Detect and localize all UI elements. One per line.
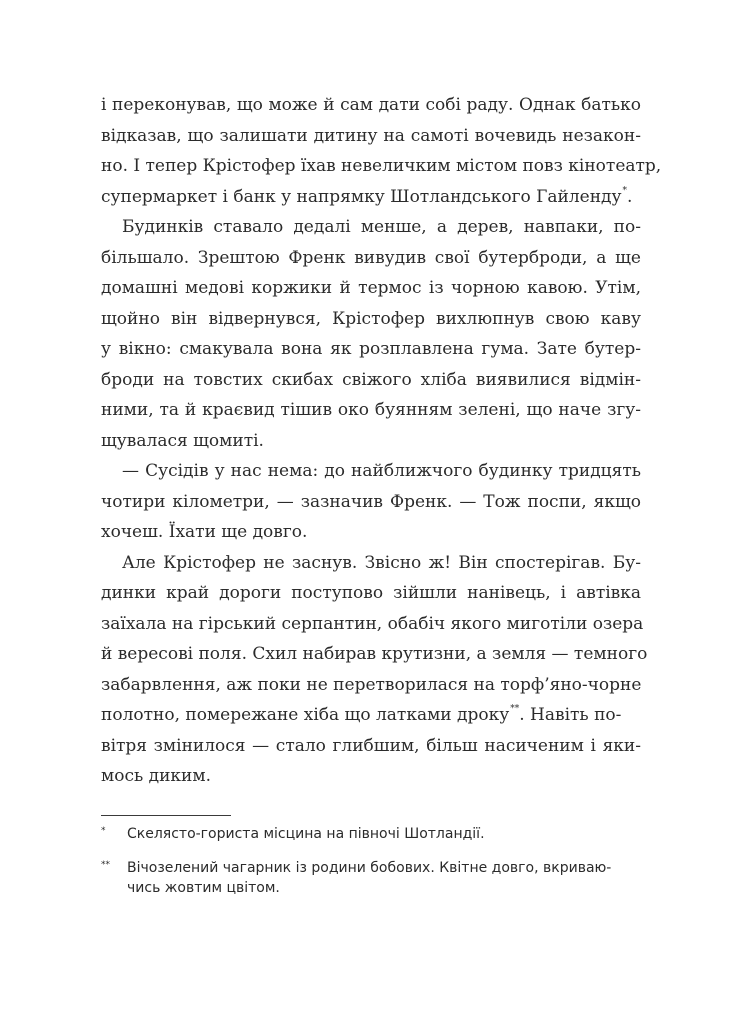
footnote-mark: * [101,826,106,836]
text-line: забарвлення, аж поки не перетворилася на торф’яно-чорне [101,674,642,695]
footnotes [101,824,641,898]
text-line: хочеш. Їхати ще довго. [101,522,308,542]
text-line: вітря змінилося — стало глибшим, більш насиченим і яки- [101,735,641,756]
text-line: й вересові поля. Схил набирав крутизни, а земля — темного [101,644,648,664]
footnote-divider [101,815,231,816]
footnote-2 [101,858,641,898]
footnote-ref-1: * [622,185,628,196]
text-line: у вікно: смакувала вона як розплавлена гума. Зате бутер- [101,339,641,359]
text-line: броди на товстих скибах свіжого хліба виявилися відмін- [101,369,641,390]
text-line-content: супермаркет і банк у напрямку Шотландського Гайленду [101,186,622,207]
text-line-tail: . Навіть по- [519,705,622,725]
text-line: щойно він відвернувся, Крістофер вихлюпнув свою каву [101,308,641,329]
footnote-1 [101,824,641,844]
footnote-text: чись жовтим цвітом. [127,880,280,896]
footnote-mark: ** [101,860,110,870]
text-line: щувалася щомиті. [101,430,264,451]
text-line: ними, та й краєвид тішив око буянням зелені, що наче згу- [101,400,641,420]
text-line: заїхала на гірський серпантин, обабіч якого миготіли озера [101,613,644,634]
footnote-ref-2: ** [510,704,520,715]
text-line-content: полотно, помережане хіба що латками дроку [101,705,510,725]
main-text [101,90,662,792]
text-line: домашні медові коржики й термос із чорною кавою. Утім, [101,278,641,298]
text-line: мось диким. [101,766,212,786]
text-line: — Сусідів у нас нема: до найближчого будинку тридцять [122,461,641,481]
footnote-text: Вічозелений чагарник із родини бобових. Квітне довго, вкриваю- [127,860,612,876]
text-line: і переконував, що може й сам дати собі раду. Однак батько [101,95,641,115]
text-line: відказав, що залишати дитину на самоті вочевидь незакон- [101,125,641,146]
text-line: динки край дороги поступово зійшли нанівець, і автівка [101,583,641,603]
text-line: супермаркет і банк у напрямку Шотландського Гайленду*. [101,185,633,207]
text-line [101,700,641,731]
text-line: більшало. Зрештою Френк вивудив свої бутерброди, а ще [101,247,641,268]
text-line: чотири кілометри, — зазначив Френк. — Тож поспи, якщо [101,491,641,512]
text-line: Будинків ставало дедалі менше, а дерев, навпаки, по- [122,217,641,237]
footnote-text: Скелясто-гориста місцина на півночі Шотландії. [127,826,485,842]
text-line: но. І тепер Крістофер їхав невеличким містом повз кінотеатр, [101,156,662,176]
text-line: Але Крістофер не заснув. Звісно ж! Він спостерігав. Бу- [122,552,641,573]
